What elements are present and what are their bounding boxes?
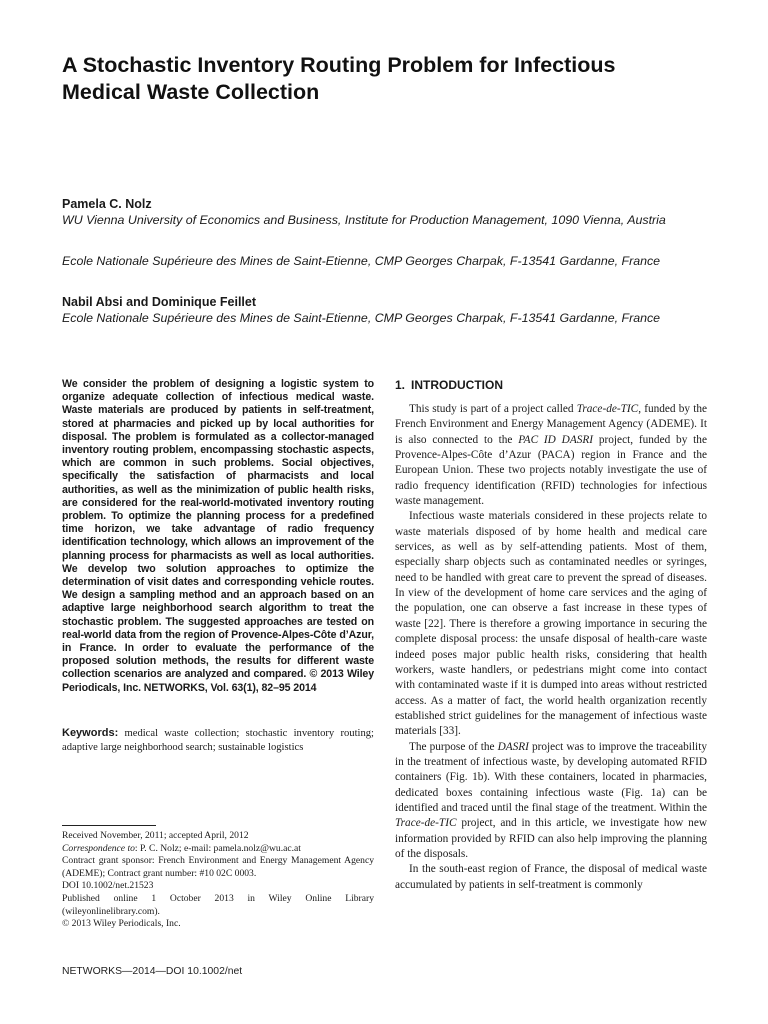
paragraph-text: project was to improve the traceability in the treatment of infectious waste, by developing automated RFID containers (Fig. 1b). With these containers, located in pharmacies, dedicated boxes containing infectious waste (Fig. 1a) can be identified and traced until the final stage of the treatment. Within the <box>395 740 707 814</box>
project-name: Trace-de-TIC <box>576 403 639 415</box>
paragraph <box>395 402 707 509</box>
title-line-2: Medical Waste Collection <box>62 80 320 104</box>
footnotes <box>62 830 374 931</box>
project-name: PAC ID DASRI <box>518 433 594 446</box>
abstract-text: We consider the problem of designing a logistic system to organize adequate collection of infectious medical waste. Waste materials are produced by patients in self-treatment, stored at pharmacies and picked up by local authorities for disposal. The problem is formulated as a collector-managed inventory routing problem, encompassing stochastic aspects, which are common in such problems. Social objectives, specifically the satisfaction of pharmacists and local authorities, as well as the minimization of public health risks, are considered for the real-world-motivated inventory routing problem. To optimize the planning process for a predefined time horizon, we take advantage of radio frequency identification technology, which allows an improvement of the planning process for pharmacists as well as local authorities. We develop two solution approaches to optimize the determination of visit dates and corresponding vehicle routes. We design a sampling method and an approach based on an adaptive large neighborhood search algorithm to treat the stochastic problem. The suggested approaches are tested on real-world data from the region of Provence-Alpes-Côte d’Azur, in France. In order to evaluate the performance of the proposed solution methods, the results for different waste collection scenarios are analyzed and compared. <box>62 378 374 681</box>
project-name: DASRI <box>497 740 529 753</box>
section-heading <box>395 377 503 393</box>
paragraph <box>395 740 707 863</box>
journal-citation: © 2013 Wiley Periodicals, Inc. NETWORKS, Vol. 63(1), 82–95 2014 <box>62 668 375 694</box>
running-footer: NETWORKS—2014—DOI 10.1002/net <box>62 966 243 977</box>
author-affiliation: WU Vienna University of Economics and Business, Institute for Production Management, 1090 Vienna, Austria <box>62 213 666 227</box>
paragraph-text: This study is part of a project called <box>409 403 577 415</box>
correspondence-text: : P. C. Nolz; e-mail: pamela.nolz@wu.ac.at <box>134 842 301 854</box>
section-number: 1. <box>395 378 406 392</box>
doi-note: DOI 10.1002/net.21523 <box>62 880 154 892</box>
received-note: Received November, 2011; accepted April, 2012 <box>62 830 249 841</box>
paper-title <box>62 52 722 106</box>
project-name: Trace-de-TIC <box>395 817 457 830</box>
paragraph-text: The purpose of the <box>409 740 498 753</box>
library-note: (wileyonlinelibrary.com). <box>62 905 160 917</box>
correspondence-note <box>62 843 374 856</box>
paragraph-text: , funded by the French Environment and Energy Management Agency (ADEME). It is also connected to the <box>395 403 707 446</box>
author-affiliation: Ecole Nationale Supérieure des Mines de Saint-Etienne, CMP Georges Charpak, F-13541 Gardanne, France <box>62 254 661 268</box>
author-name: Pamela C. Nolz <box>62 197 152 211</box>
copyright-note: © 2013 Wiley Periodicals, Inc. <box>62 918 181 930</box>
paragraph: Infectious waste materials considered in these projects relate to waste materials disposed of by home health and medical care services, as well as by self-attending patients. Most of them, especially sharp objects such as contaminated needles or syringes, need to be handled with great care to prevent the spread of diseases. In view of the development of home care services and the aging of the population, one can observe a fast increase in these types of waste [22]. There is therefore a growing importance in securing the complete disposal process: the unsafe disposal of health-care waste indeed poses major public health risks, considering that health workers, waste handlers, or pedestrians might come into contact with contaminated waste if it is dumped into areas without restricted access. As a matter of fact, the world health organization recently established strict guidelines for the management of infectious waste materials [33]. <box>395 510 707 738</box>
sponsor-note: Contract grant sponsor: French Environment and Energy Management Agency (ADEME); Contract grant number: #10 02C 0003. <box>62 855 374 879</box>
author-name: Nabil Absi and Dominique Feillet <box>62 295 257 309</box>
correspondence-label: Correspondence to <box>62 842 135 854</box>
body-column <box>395 402 707 893</box>
footnote-rule <box>62 825 156 826</box>
paragraph-text: project, funded by the Provence-Alpes-Côte d’Azur (PACA) region in France and the European Union. These two projects notably investigate the use of radio frequency identification (RFID) technologies for infectious waste management. <box>395 433 707 508</box>
section-title: INTRODUCTION <box>411 378 504 392</box>
title-line-1: A Stochastic Inventory Routing Problem for Infectious <box>62 53 616 77</box>
keywords-text: medical waste collection; stochastic inventory routing; adaptive large neighborhood search; sustainable logistics <box>62 728 374 753</box>
paragraph: In the south-east region of France, the disposal of medical waste accumulated by patients in self-treatment is commonly <box>395 863 707 891</box>
keywords <box>62 726 374 755</box>
author-affiliation: Ecole Nationale Supérieure des Mines de Saint-Etienne, CMP Georges Charpak, F-13541 Gardanne, France <box>62 311 661 325</box>
paragraph-text: project, and in this article, we investigate how new information provided by RFID can also help improving the planning of the disposals. <box>395 817 707 860</box>
keywords-label: Keywords: <box>62 727 119 739</box>
abstract <box>62 378 374 695</box>
published-note: Published online 1 October 2013 in Wiley Online Library <box>62 892 374 904</box>
